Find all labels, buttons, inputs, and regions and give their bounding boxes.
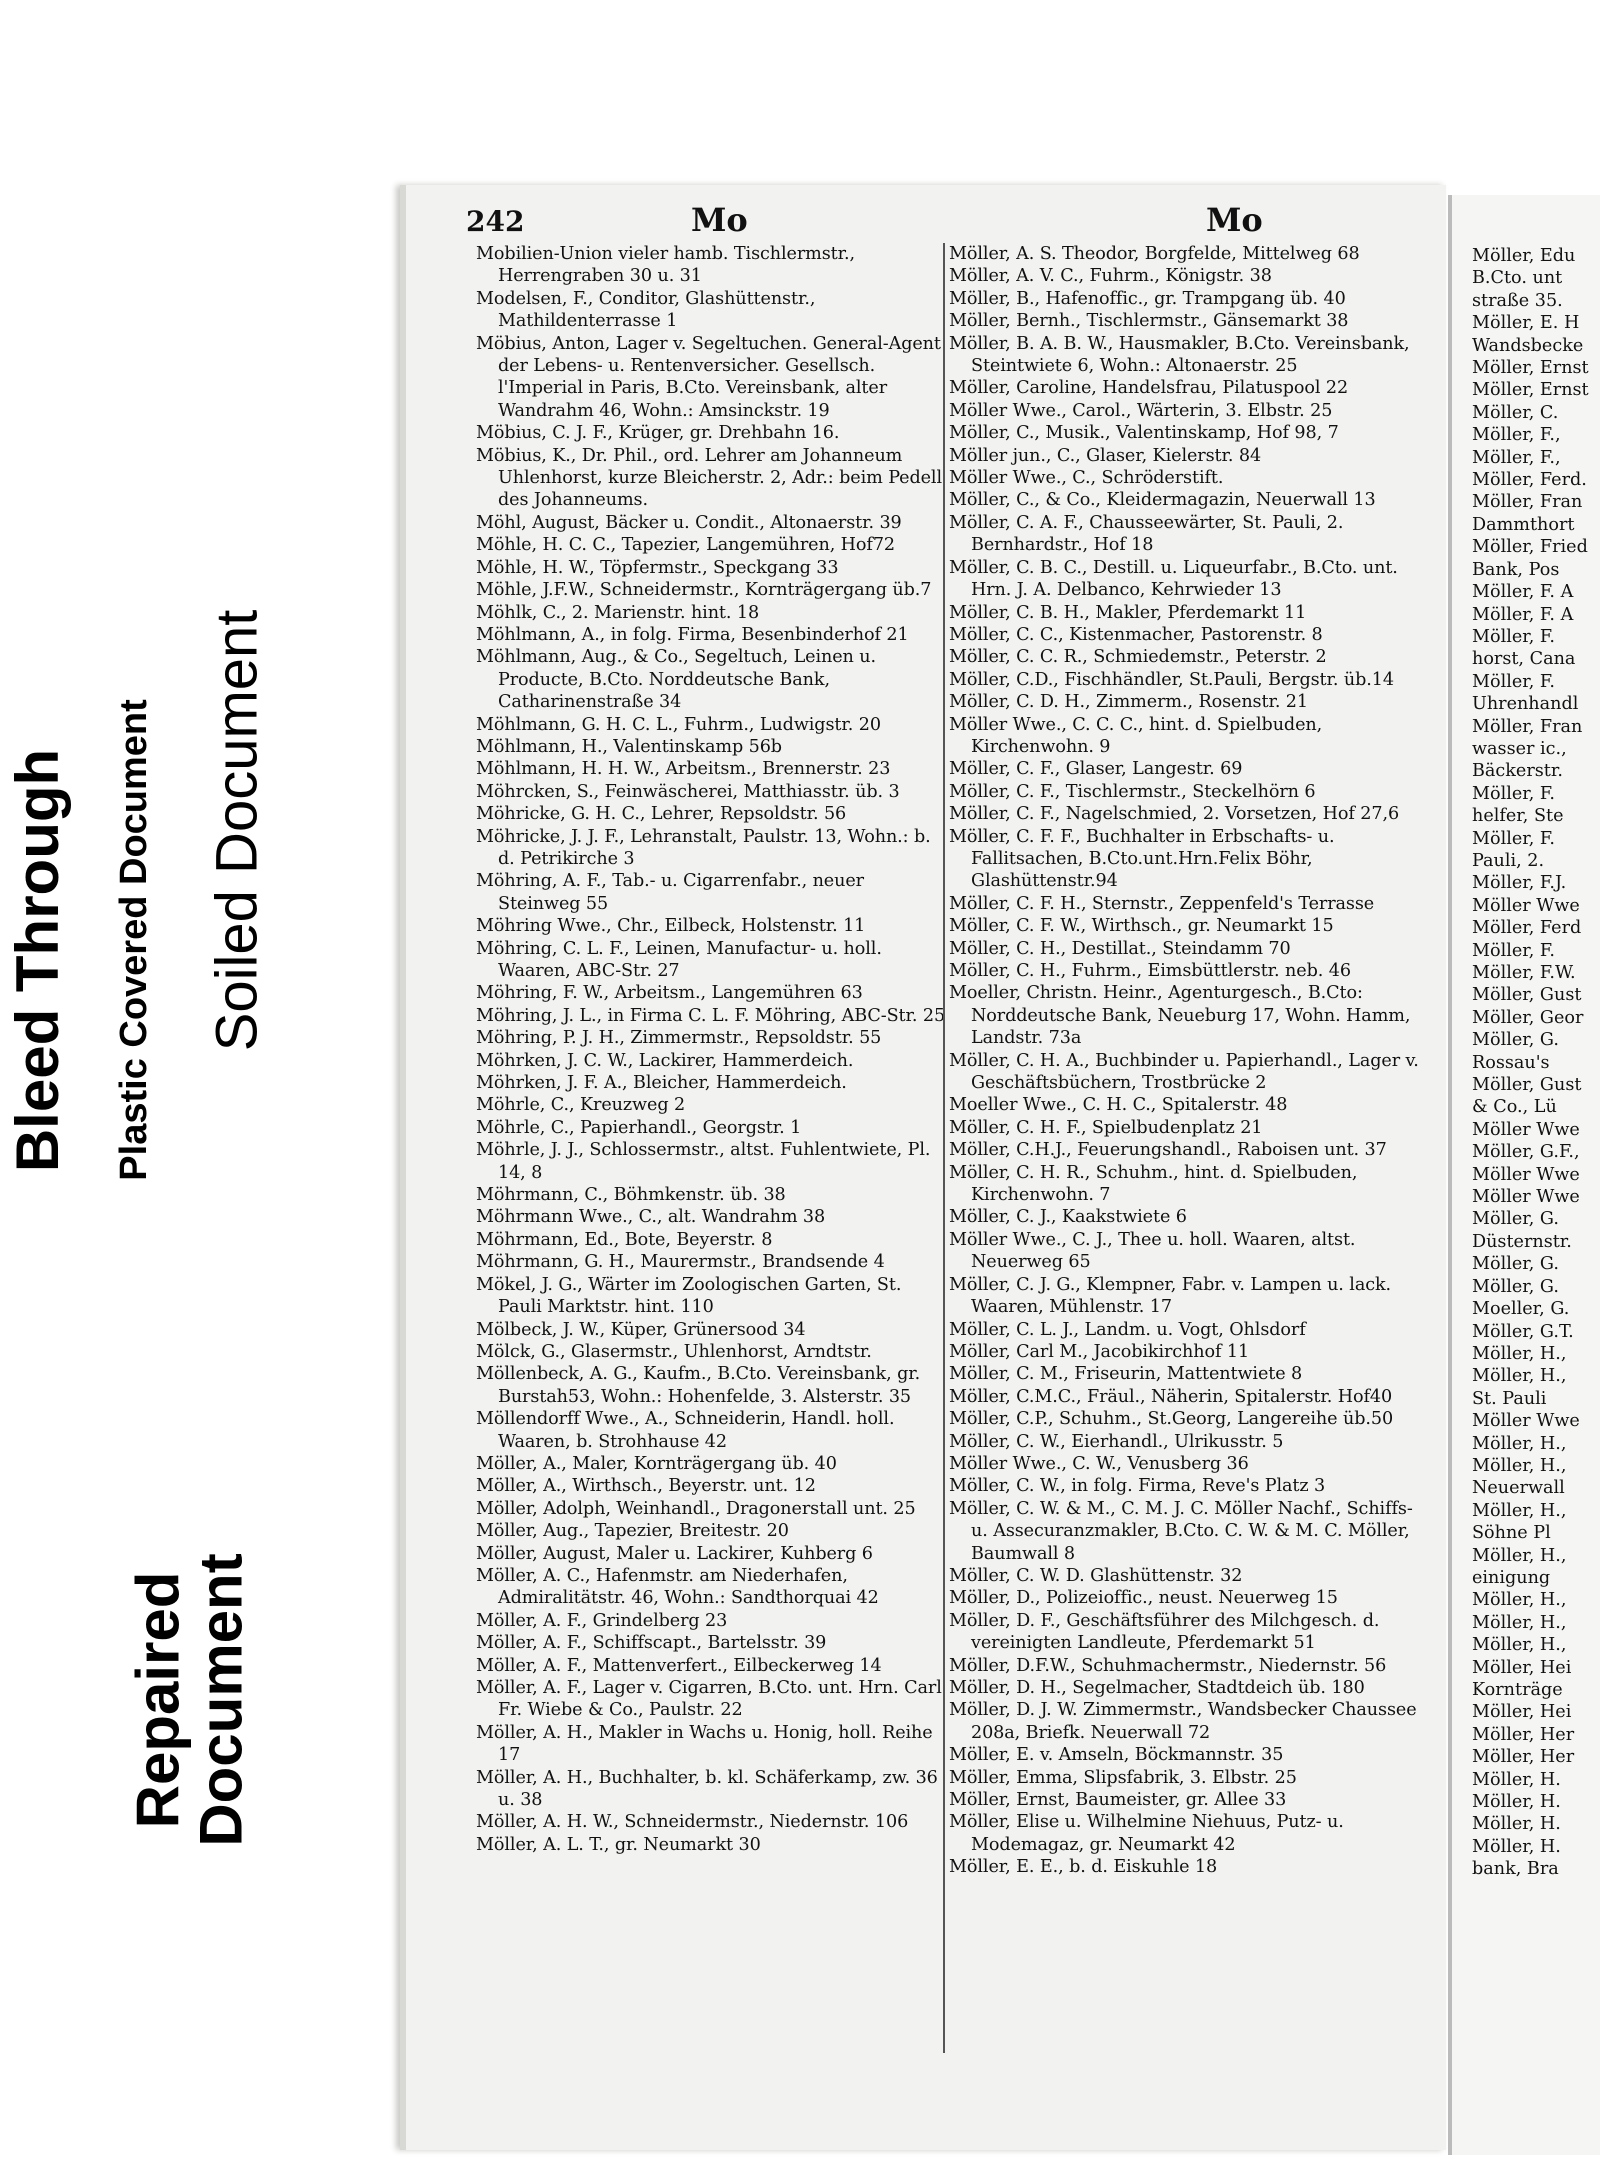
directory-entry: Möller, C. J. G., Klempner, Fabr. v. Lampen u. lack. Waaren, Mühlenstr. 17	[949, 1274, 1392, 1318]
directory-entry: Möhlmann, H., Valentinskamp 56b	[476, 736, 782, 757]
directory-entry: Möller, Caroline, Handelsfrau, Pilatuspool 22	[949, 378, 1349, 399]
directory-entry: Möller, H.,	[1472, 1455, 1567, 1476]
directory-entry: Möbius, C. J. F., Krüger, gr. Drehbahn 16.	[476, 423, 840, 444]
directory-entry: Möller, C.H.J., Feuerungshandl., Raboisen unt. 37	[949, 1140, 1387, 1161]
directory-entry: Möhlk, C., 2. Marienstr. hint. 18	[476, 602, 760, 623]
directory-entry: Bank, Pos	[1472, 559, 1560, 580]
directory-entry: Möhrle, C., Kreuzweg 2	[476, 1095, 686, 1116]
directory-entry: Möhlmann, G. H. C. L., Fuhrm., Ludwigstr. 20	[476, 714, 881, 735]
directory-entry: Möller Wwe	[1472, 1411, 1580, 1432]
directory-entry: Möller, H.,	[1472, 1635, 1567, 1656]
directory-entry: Möller, F.,	[1472, 425, 1561, 446]
directory-entry: Möller, Aug., Tapezier, Breitestr. 20	[476, 1521, 789, 1542]
directory-entry: Dammthort	[1472, 514, 1575, 535]
directory-entry: Möller, C. L. J., Landm. u. Vogt, Ohlsdorf	[949, 1319, 1306, 1340]
directory-entry: straße 35.	[1472, 290, 1563, 311]
directory-entry: Möller, H.,	[1472, 1343, 1567, 1364]
directory-entry: Möller, C., Musik., Valentinskamp, Hof 98, 7	[949, 423, 1339, 444]
directory-entry: Möller, Ferd.	[1472, 470, 1587, 491]
directory-entry: Möller, C. W., Eierhandl., Ulrikusstr. 5	[949, 1431, 1284, 1452]
directory-entry: Möhring, F. W., Arbeitsm., Langemühren 63	[476, 983, 863, 1004]
directory-entry: Möller, G.T.	[1472, 1321, 1574, 1342]
directory-entry: Möller, C. C. R., Schmiedemstr., Peterstr. 2	[949, 647, 1327, 668]
directory-entry: Möller, G.F.,	[1472, 1142, 1580, 1163]
directory-entry: Möller, C. H., Destillat., Steindamm 70	[949, 938, 1291, 959]
directory-entry: Möller, A. S. Theodor, Borgfelde, Mittelweg 68	[949, 244, 1360, 264]
directory-entry: Möller, C. M., Friseurin, Mattentwiete 8	[949, 1364, 1303, 1385]
directory-entry: Möller, G.	[1472, 1254, 1559, 1275]
repaired-line2: Document	[188, 1553, 256, 1847]
directory-entry: Möhle, H. W., Töpfermstr., Speckgang 33	[476, 557, 839, 578]
directory-entry: & Co., Lü	[1472, 1097, 1557, 1118]
directory-entry: Möller, A. C., Hafenmstr. am Niederhafen, Admiralitätstr. 46, Wohn.: Sandthorquai 42	[476, 1565, 879, 1609]
directory-entry: Möller, B. A. B. W., Hausmakler, B.Cto. Vereinsbank, Steintwiete 6, Wohn.: Altonaerstr. 25	[949, 333, 1410, 377]
directory-entry: Möller, A. H. W., Schneidermstr., Niedernstr. 106	[476, 1812, 909, 1833]
directory-entry: Möhrmann, C., Böhmkenstr. üb. 38	[476, 1185, 786, 1206]
directory-entry: Möller, G.	[1472, 1030, 1559, 1051]
directory-entry: einigung	[1472, 1567, 1551, 1588]
repaired-line1: Repaired	[125, 1571, 193, 1829]
running-head-left: Mo	[691, 201, 748, 239]
directory-entry: Möhring, J. L., in Firma C. L. F. Möhring, ABC-Str. 25	[476, 1005, 946, 1026]
running-head-right: Mo	[1206, 201, 1263, 239]
directory-entry: Uhrenhandl	[1472, 694, 1579, 715]
directory-entry: Möller, C., & Co., Kleidermagazin, Neuerwall 13	[949, 490, 1376, 511]
directory-entry: Möller, Elise u. Wilhelmine Niehuus, Putz- u. Modemagaz, gr. Neumarkt 42	[949, 1812, 1344, 1855]
directory-entry: Möhrmann, Ed., Bote, Beyerstr. 8	[476, 1229, 773, 1250]
directory-entry: Möller, D. J. W. Zimmermstr., Wandsbecker Chaussee 208a, Briefk. Neuerwall 72	[949, 1700, 1417, 1743]
directory-entry: Möller, H.	[1472, 1769, 1561, 1790]
directory-entry: Möhlmann, Aug., & Co., Segeltuch, Leinen u. Producte, B.Cto. Norddeutsche Bank, Catharinenstraße 34	[476, 647, 876, 713]
directory-entry: Möller, A., Maler, Kornträgergang üb. 40	[476, 1453, 837, 1474]
directory-entry: B.Cto. unt	[1472, 268, 1563, 289]
directory-entry: Möller, H.,	[1472, 1590, 1567, 1611]
directory-entry: Möller, D. H., Segelmacher, Stadtdeich üb. 180	[949, 1678, 1365, 1698]
directory-entry: Möller, C. H. F., Spielbudenplatz 21	[949, 1117, 1263, 1138]
directory-entry: Möller, F.	[1472, 626, 1555, 647]
directory-entry: Mobilien-Union vieler hamb. Tischlermstr., Herrengraben 30 u. 31	[476, 244, 855, 287]
directory-entry: Neuerwall	[1472, 1478, 1565, 1499]
directory-entry: Möller, C. J., Kaakstwiete 6	[949, 1207, 1187, 1228]
right-column	[943, 243, 1419, 2053]
directory-entry: Möller, H.,	[1472, 1366, 1567, 1387]
directory-entry: Möller, A. H., Makler in Wachs u. Honig, holl. Reihe 17	[476, 1722, 933, 1766]
directory-entry: Möller, D.F.W., Schuhmachermstr., Niedernstr. 56	[949, 1655, 1387, 1676]
directory-entry: Möller Wwe., Carol., Wärterin, 3. Elbstr. 25	[949, 400, 1333, 421]
directory-entry: Möller jun., C., Glaser, Kielerstr. 84	[949, 445, 1262, 466]
directory-entry: Moeller, G.	[1472, 1299, 1570, 1320]
directory-entry: Möller, Geor	[1472, 1007, 1584, 1028]
directory-entry: Möller, C. F., Nagelschmied, 2. Vorsetzen, Hof 27,6	[949, 804, 1400, 825]
directory-entry: Möller, Fran	[1472, 492, 1583, 513]
directory-entry: Möhrken, J. C. W., Lackirer, Hammerdeich.	[476, 1050, 854, 1071]
directory-entry: Möller, F.J.	[1472, 873, 1567, 894]
directory-entry: bank, Bra	[1472, 1859, 1559, 1880]
directory-entry: Möhlmann, H. H. W., Arbeitsm., Brennerstr. 23	[476, 759, 891, 780]
directory-entry: Möhring, P. J. H., Zimmermstr., Repsoldstr. 55	[476, 1028, 882, 1049]
directory-entry: Möller, F.,	[1472, 447, 1561, 468]
directory-entry: Möller, E. v. Amseln, Böckmannstr. 35	[949, 1745, 1284, 1766]
directory-entry: Möller, C. H., Fuhrm., Eimsbüttlerstr. neb. 46	[949, 961, 1351, 981]
directory-entry: Möller, C. W. D. Glashüttenstr. 32	[949, 1565, 1243, 1586]
directory-entry: Möller, A. V. C., Fuhrm., Königstr. 38	[949, 266, 1272, 287]
page-header	[466, 201, 1406, 241]
directory-entry: Möller, Bernh., Tischlermstr., Gänsemarkt 38	[949, 311, 1349, 332]
directory-entry: Möhring, C. L. F., Leinen, Manufactur- u. holl. Waaren, ABC-Str. 27	[476, 938, 882, 981]
directory-entry: Möllendorff Wwe., A., Schneiderin, Handl. holl. Waaren, b. Strohhause 42	[476, 1409, 895, 1452]
directory-entry: Möller, Hei	[1472, 1657, 1572, 1678]
directory-entry: Möhlmann, A., in folg. Firma, Besenbinderhof 21	[476, 624, 909, 645]
directory-entry: Möller, A. F., Schiffscapt., Bartelsstr. 39	[476, 1633, 827, 1654]
directory-entry: Möller, Hei	[1472, 1702, 1572, 1723]
directory-entry: wasser ic.,	[1472, 738, 1567, 759]
directory-entry: Modelsen, F., Conditor, Glashüttenstr., Mathildenterrasse 1	[476, 288, 816, 332]
directory-entry: Möller, Ernst	[1472, 380, 1589, 401]
directory-entry: Möhl, August, Bäcker u. Condit., Altonaerstr. 39	[476, 512, 902, 533]
directory-entry: Möhrmann, G. H., Maurermstr., Brandsende 4	[476, 1252, 885, 1273]
directory-entry: Möller, H.,	[1472, 1433, 1567, 1454]
directory-entry: Möhle, H. C. C., Tapezier, Langemühren, Hof72	[476, 535, 896, 556]
directory-entry: Möller, Adolph, Weinhandl., Dragonerstall unt. 25	[476, 1498, 916, 1519]
directory-entry: Möller, C. F. H., Sternstr., Zeppenfeld's Terrasse	[949, 893, 1375, 914]
directory-entry: Möller, Edu	[1472, 246, 1576, 266]
directory-entry: Möller, C. F. F., Buchhalter in Erbschafts- u. Fallitsachen, B.Cto.unt.Hrn.Felix Böhr, Glashüttenstr.94	[949, 826, 1335, 892]
directory-entry: Wandsbecke	[1472, 335, 1584, 356]
directory-entry: Möhrmann Wwe., C., alt. Wandrahm 38	[476, 1207, 826, 1228]
directory-entry: Möller, Her	[1472, 1724, 1575, 1745]
directory-entry: Möller Wwe	[1472, 1164, 1580, 1185]
directory-entry: Möller, C.M.C., Fräul., Näherin, Spitalerstr. Hof40	[949, 1386, 1393, 1407]
directory-entry: Möller, F.	[1472, 783, 1555, 804]
directory-entry: Möller, G.	[1472, 1209, 1559, 1230]
directory-entry: Möller, C. A. F., Chausseewärter, St. Pauli, 2. Bernhardstr., Hof 18	[949, 512, 1344, 556]
directory-entry: Möller, F. A	[1472, 582, 1574, 603]
adjacent-page-edge	[1448, 195, 1600, 2155]
directory-entry: Möbius, Anton, Lager v. Segeltuchen. General-Agent der Lebens- u. Rentenversicher. Gesellsch. l'Imperial in Paris, B.Cto. Vereinsbank, alter Wandrahm 46, Wohn.: Amsinckstr. 19	[476, 333, 941, 421]
directory-entry: Möller, Carl M., Jacobikirchhof 11	[949, 1341, 1250, 1362]
directory-entry: Möller, Ernst, Baumeister, gr. Allee 33	[949, 1790, 1287, 1811]
directory-entry: Möller, F.	[1472, 671, 1555, 692]
directory-entry: Möller, F.W.	[1472, 963, 1576, 983]
directory-entry: Möhricke, G. H. C., Lehrer, Repsoldstr. 56	[476, 804, 847, 825]
directory-entry: Möller, C. D. H., Zimmerm., Rosenstr. 21	[949, 692, 1308, 713]
directory-entry: Möller Wwe	[1472, 1187, 1580, 1208]
directory-entry: Düsternstr.	[1472, 1231, 1572, 1252]
directory-entry: Möller, D. F., Geschäftsführer des Milchgesch. d. vereinigten Landleute, Pferdemarkt 51	[949, 1610, 1380, 1654]
directory-entry: Moeller Wwe., C. H. C., Spitalerstr. 48	[949, 1095, 1288, 1116]
plastic-covered-label	[100, 600, 170, 1280]
directory-entry: Möller, C. B. C., Destill. u. Liqueurfabr., B.Cto. unt. Hrn. J. A. Delbanco, Kehrwieder 13	[949, 557, 1398, 601]
directory-entry: Möller, C.P., Schuhm., St.Georg, Langereihe üb.50	[949, 1409, 1394, 1430]
directory-entry: Möller, F. A	[1472, 604, 1574, 625]
directory-entry: Möhrcken, S., Feinwäscherei, Matthiasstr. üb. 3	[476, 781, 900, 802]
directory-entry: Möller, Ferd	[1472, 918, 1582, 939]
bleed-through-text: Bleed Through	[4, 748, 71, 1172]
directory-entry: Möller, G.	[1472, 1276, 1559, 1297]
directory-entry: Möhle, J.F.W., Schneidermstr., Kornträgergang üb.7	[476, 580, 932, 601]
directory-entry: Möller, F.	[1472, 828, 1555, 849]
directory-entry: Möller, C. F. W., Wirthsch., gr. Neumarkt 15	[949, 916, 1334, 937]
directory-entry: Möller, C. F., Tischlermstr., Steckelhörn 6	[949, 781, 1316, 802]
directory-entry: Möller, A., Wirthsch., Beyerstr. unt. 12	[476, 1476, 816, 1497]
directory-entry: helfer, Ste	[1472, 806, 1564, 827]
directory-entry: Möhrken, J. F. A., Bleicher, Hammerdeich.	[476, 1073, 847, 1094]
directory-entry: Möller, C. H. A., Buchbinder u. Papierhandl., Lager v. Geschäftsbüchern, Trostbrücke 2	[949, 1050, 1419, 1094]
directory-entry: Möller, E. E., b. d. Eiskuhle 18	[949, 1857, 1218, 1878]
bleed-through-label	[0, 560, 75, 1360]
soiled-document-label	[195, 520, 280, 1140]
directory-entry: Möllenbeck, A. G., Kaufm., B.Cto. Vereinsbank, gr. Burstah53, Wohn.: Hohenfelde, 3. Alsterstr. 35	[476, 1364, 921, 1407]
directory-entry: Möller, C. C., Kistenmacher, Pastorenstr. 8	[949, 624, 1323, 645]
directory-entry: Möller, August, Maler u. Lackirer, Kuhberg 6	[476, 1543, 873, 1564]
directory-entry: Möller, C.	[1472, 402, 1559, 423]
directory-entry: Möller, A. F., Mattenverfert., Eilbeckerweg 14	[476, 1655, 882, 1676]
directory-entry: Möller, H.	[1472, 1836, 1561, 1857]
directory-entry: Rossau's	[1472, 1052, 1550, 1073]
directory-entry: Möller, H.,	[1472, 1612, 1567, 1633]
directory-entry: Möller Wwe., C., Schröderstift.	[949, 468, 1224, 489]
directory-page	[400, 185, 1446, 2150]
directory-entry: Möller, C. F., Glaser, Langestr. 69	[949, 759, 1243, 780]
directory-entry: Möbius, K., Dr. Phil., ord. Lehrer am Johanneum Uhlenhorst, kurze Bleicherstr. 2, Adr.: beim Pedell des Johanneums.	[476, 445, 942, 511]
directory-entry: Möhring Wwe., Chr., Eilbeck, Holstenstr. 11	[476, 916, 866, 937]
directory-entry: Möller, H.,	[1472, 1500, 1567, 1521]
directory-entry: Möller, E. H	[1472, 313, 1580, 334]
soiled-document-text: Soiled Document	[204, 609, 270, 1051]
directory-entry: Möller, A. L. T., gr. Neumarkt 30	[476, 1834, 761, 1855]
directory-entry: Möller, C. W., in folg. Firma, Reve's Platz 3	[949, 1476, 1326, 1497]
left-column	[476, 243, 946, 1856]
directory-entry: Möller, Gust	[1472, 985, 1582, 1006]
directory-entry: Mölbeck, J. W., Küper, Grünersood 34	[476, 1319, 806, 1340]
directory-entry: Möller, D., Polizeioffic., neust. Neuerweg 15	[949, 1588, 1338, 1609]
directory-entry: Möhrle, C., Papierhandl., Georgstr. 1	[476, 1117, 802, 1138]
directory-entry: Möller, C. B. H., Makler, Pferdemarkt 11	[949, 602, 1307, 623]
directory-entry: Möller, Ernst	[1472, 358, 1589, 379]
directory-entry: Möller, C. H. R., Schuhm., hint. d. Spielbuden, Kirchenwohn. 7	[949, 1162, 1358, 1206]
edge-column	[1472, 245, 1589, 1881]
directory-entry: Möller, Gust	[1472, 1075, 1582, 1096]
directory-entry: Möller, C.D., Fischhändler, St.Pauli, Bergstr. üb.14	[949, 669, 1394, 690]
directory-entry: horst, Cana	[1472, 649, 1576, 670]
directory-entry: Möller, B., Hafenoffic., gr. Trampgang üb. 40	[949, 288, 1346, 309]
directory-entry: Möhricke, J. J. F., Lehranstalt, Paulstr. 13, Wohn.: b. d. Petrikirche 3	[476, 826, 931, 869]
directory-entry: Möller, A. H., Buchhalter, b. kl. Schäferkamp, zw. 36 u. 38	[476, 1767, 938, 1811]
directory-entry: Möller, C. W. & M., C. M. J. C. Möller Nachf., Schiffs- u. Assecuranzmakler, B.Cto. C. W. & M. C. Möller, Baumwall 8	[949, 1498, 1413, 1564]
directory-entry: Möller Wwe	[1472, 895, 1580, 916]
repaired-document-label	[100, 1440, 280, 1960]
directory-entry: Möller, Fran	[1472, 716, 1583, 737]
directory-entry: Möller, H.	[1472, 1814, 1561, 1835]
directory-entry: Bäckerstr.	[1472, 761, 1563, 782]
directory-entry: Möller, Her	[1472, 1747, 1575, 1768]
repaired-document-text	[125, 1553, 256, 1847]
directory-entry: Möller Wwe., C. W., Venusberg 36	[949, 1453, 1249, 1474]
directory-entry: Möller, Emma, Slipsfabrik, 3. Elbstr. 25	[949, 1767, 1297, 1788]
directory-entry: Möhrle, J. J., Schlossermstr., altst. Fuhlentwiete, Pl. 14, 8	[476, 1140, 931, 1183]
directory-entry: Pauli, 2.	[1472, 850, 1545, 871]
directory-entry: Möller Wwe., C. J., Thee u. holl. Waaren, altst. Neuerweg 65	[949, 1229, 1356, 1273]
directory-entry: Möller Wwe	[1472, 1119, 1580, 1140]
directory-entry: Mölck, G., Glasermstr., Uhlenhorst, Arndtstr.	[476, 1341, 872, 1362]
page-number: 242	[466, 205, 525, 238]
directory-entry: Söhne Pl	[1472, 1523, 1551, 1544]
plastic-covered-text: Plastic Covered Document	[113, 699, 156, 1181]
directory-entry: Möller, H.	[1472, 1792, 1561, 1813]
directory-entry: Möller, H.,	[1472, 1545, 1567, 1566]
directory-entry: Möhring, A. F., Tab.- u. Cigarrenfabr., neuer Steinweg 55	[476, 871, 864, 914]
directory-entry: Kornträge	[1472, 1680, 1563, 1700]
directory-entry: Möller, Fried	[1472, 537, 1588, 558]
directory-entry: Moeller, Christn. Heinr., Agenturgesch., B.Cto: Norddeutsche Bank, Neueburg 17, Wohn. Hamm, Landstr. 73a	[949, 983, 1411, 1049]
directory-entry: Möller, A. F., Grindelberg 23	[476, 1610, 728, 1631]
directory-entry: Möller, F.	[1472, 940, 1555, 961]
directory-entry: Mökel, J. G., Wärter im Zoologischen Garten, St. Pauli Marktstr. hint. 110	[476, 1274, 902, 1318]
directory-entry: St. Pauli	[1472, 1388, 1547, 1409]
directory-entry: Möller, A. F., Lager v. Cigarren, B.Cto. unt. Hrn. Carl Fr. Wiebe & Co., Paulstr. 22	[476, 1678, 942, 1721]
directory-entry: Möller Wwe., C. C. C., hint. d. Spielbuden, Kirchenwohn. 9	[949, 714, 1323, 757]
